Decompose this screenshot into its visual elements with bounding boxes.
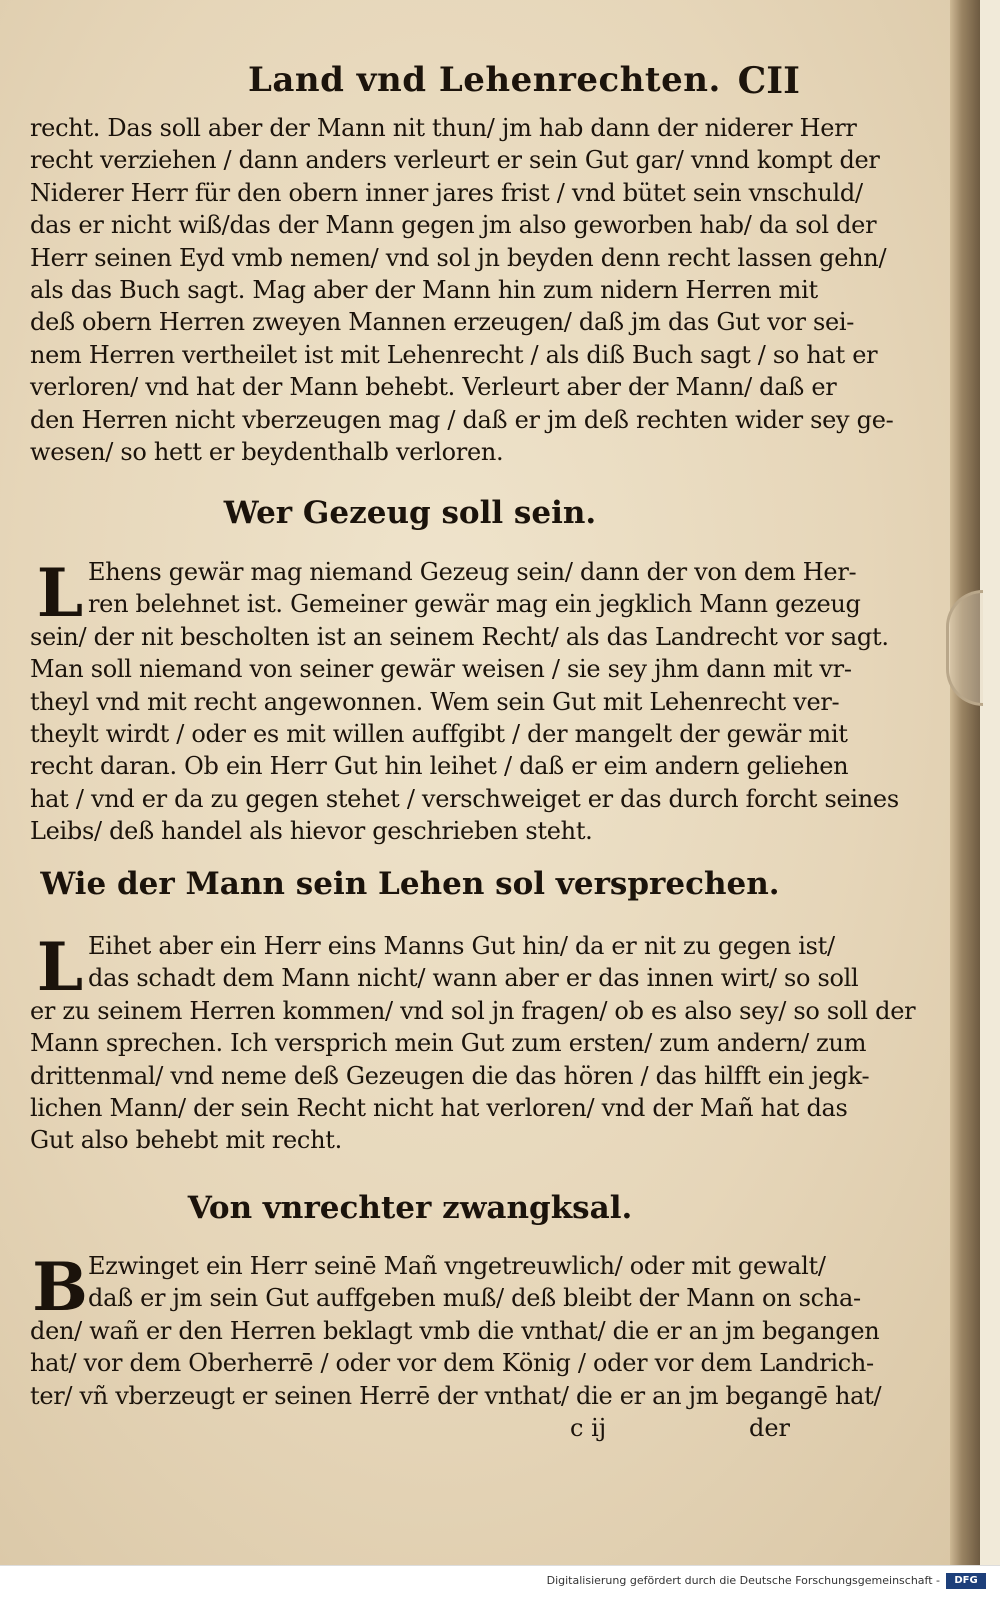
text-line: daß er jm sein Gut auffgeben muß/ deß bleibt der Mann on scha- (88, 1284, 861, 1313)
text-line: er zu seinem Herren kommen/ vnd sol jn fragen/ ob es also sey/ so soll der (30, 996, 916, 1025)
text-line: Niderer Herr für den obern inner jares frist / vnd bütet sein vnschuld/ (30, 178, 863, 207)
text-line: theyl vnd mit recht angewonnen. Wem sein Gut mit Lehenrecht ver- (30, 687, 840, 716)
paragraph-1 (30, 112, 894, 468)
text-line: als das Buch sagt. Mag aber der Mann hin zum nidern Herren mit (30, 276, 818, 305)
signature-mark: c ij (570, 1414, 607, 1442)
text-line: theylt wirdt / oder es mit willen auffgibt / der mangelt der gewär mit (30, 720, 848, 749)
text-line: wesen/ so hett er beydenthalb verloren. (30, 438, 504, 467)
text-line: den/ wañ er den Herren beklagt vmb die vnthat/ die er an jm begangen (30, 1316, 880, 1345)
text-line: ter/ vñ vberzeugt er seinen Herrē der vnthat/ die er an jm begangē hat/ (30, 1381, 882, 1410)
drop-cap: B (32, 1248, 88, 1326)
text-line: ren belehnet ist. Gemeiner gewär mag ein jegklich Mann gezeug (88, 590, 861, 619)
page-clip (946, 590, 983, 706)
text-line: Gut also behebt mit recht. (30, 1126, 342, 1155)
text-line: drittenmal/ vnd neme deß Gezeugen die das hören / das hilfft ein jegk- (30, 1061, 870, 1090)
text-line: verloren/ vnd hat der Mann behebt. Verleurt aber der Mann/ daß er (30, 373, 837, 402)
binding-edge (950, 0, 980, 1565)
paragraph-2 (30, 556, 899, 848)
text-line: Mann sprechen. Ich versprich mein Gut zum ersten/ zum andern/ zum (30, 1029, 867, 1058)
catchword: der (748, 1414, 790, 1442)
text-line: hat/ vor dem Oberherrē / oder vor dem König / oder vor dem Landrich- (30, 1349, 874, 1378)
text-line: recht verziehen / dann anders verleurt er sein Gut gar/ vnnd kompt der (30, 146, 880, 175)
text-line: Eihet aber ein Herr eins Manns Gut hin/ da er nit zu gegen ist/ (88, 932, 835, 960)
section-heading: Von vnrechter zwangksal. (187, 1190, 633, 1226)
page-header (60, 60, 800, 110)
text-line: deß obern Herren zweyen Mannen erzeugen/ daß jm das Gut vor sei- (30, 308, 855, 337)
text-line: das er nicht wiß/das der Mann gegen jm also geworben hab/ da sol der (30, 211, 877, 240)
drop-cap: L (36, 928, 84, 1006)
section-heading: Wie der Mann sein Lehen sol versprechen. (40, 866, 780, 902)
text-line: recht. Das soll aber der Mann nit thun/ jm hab dann der niderer Herr (30, 114, 857, 142)
text-line: Man soll niemand von seiner gewär weisen / sie sey jhm dann mit vr- (30, 655, 852, 684)
signature-line (30, 1414, 790, 1448)
section-heading: Wer Gezeug soll sein. (223, 495, 597, 531)
text-line: lichen Mann/ der sein Recht nicht hat verloren/ vnd der Mañ hat das (30, 1094, 848, 1123)
text-line: hat / vnd er da zu gegen stehet / verschweiget er das durch forcht seines (30, 784, 899, 813)
text-line: Leibs/ deß handel als hievor geschrieben steht. (30, 817, 593, 846)
text-line: sein/ der nit bescholten ist an seinem Recht/ als das Landrecht vor sagt. (30, 622, 889, 651)
text-line: Herr seinen Eyd vmb nemen/ vnd sol jn beyden denn recht lassen gehn/ (30, 243, 887, 272)
footer-credit: Digitalisierung gefördert durch die Deutsche Forschungsgemeinschaft - (546, 1574, 940, 1587)
folio-number: CII (737, 60, 800, 102)
text-line: nem Herren vertheilet ist mit Lehenrecht / als diß Buch sagt / so hat er (30, 340, 878, 369)
dfg-logo-icon: DFG (946, 1573, 986, 1589)
text-line: das schadt dem Mann nicht/ wann aber er das innen wirt/ so soll (88, 964, 859, 993)
text-line: Ezwinget ein Herr seinē Mañ vngetreuwlich/ oder mit gewalt/ (88, 1252, 826, 1280)
drop-cap: L (36, 554, 84, 632)
paragraph-4 (30, 1250, 882, 1412)
running-title: Land vnd Lehenrechten. (248, 60, 721, 100)
paragraph-3 (30, 930, 916, 1157)
text-line: Ehens gewär mag niemand Gezeug sein/ dann der von dem Her- (88, 558, 857, 586)
footer-bar (0, 1565, 1000, 1597)
text-line: recht daran. Ob ein Herr Gut hin leihet / daß er eim andern geliehen (30, 752, 849, 781)
text-line: den Herren nicht vberzeugen mag / daß er jm deß rechten wider sey ge- (30, 405, 894, 434)
